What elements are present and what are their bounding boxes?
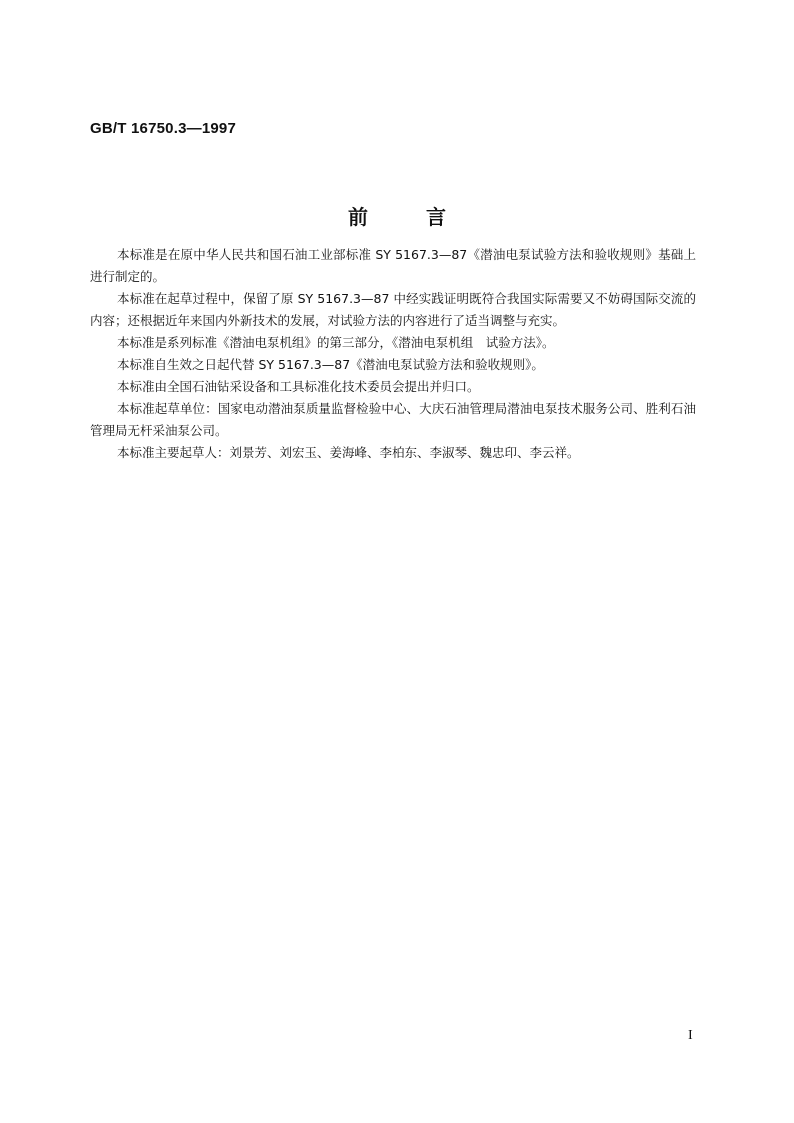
paragraph: 本标准是在原中华人民共和国石油工业部标准 SY 5167.3—87《潜油电泵试验方法和验收规则》基础上进行制定的。 xyxy=(90,247,696,284)
page-title xyxy=(0,201,794,230)
paragraph: 本标准起草单位：国家电动潜油泵质量监督检验中心、大庆石油管理局潜油电泵技术服务公司、胜利石油管理局无杆采油泵公司。 xyxy=(90,401,696,438)
standard-code: GB/T 16750.3—1997 xyxy=(90,120,236,137)
title-char-1: 前 xyxy=(348,205,368,229)
paragraph: 本标准自生效之日起代替 SY 5167.3—87《潜油电泵试验方法和验收规则》。 xyxy=(117,357,544,372)
paragraph: 本标准在起草过程中，保留了原 SY 5167.3—87 中经实践证明既符合我国实际需要又不妨碍国际交流的内容；还根据近年来国内外新技术的发展，对试验方法的内容进行了适当调整与充实。 xyxy=(90,291,696,328)
page-number: I xyxy=(688,1028,693,1043)
paragraph: 本标准是系列标准《潜油电泵机组》的第三部分，《潜油电泵机组 试验方法》。 xyxy=(117,335,555,350)
foreword-body xyxy=(90,244,696,464)
paragraph: 本标准主要起草人：刘景芳、刘宏玉、姜海峰、李柏东、李淑琴、魏忠印、李云祥。 xyxy=(117,445,580,460)
paragraph: 本标准由全国石油钻采设备和工具标准化技术委员会提出并归口。 xyxy=(117,379,480,394)
title-char-2: 言 xyxy=(426,205,446,229)
